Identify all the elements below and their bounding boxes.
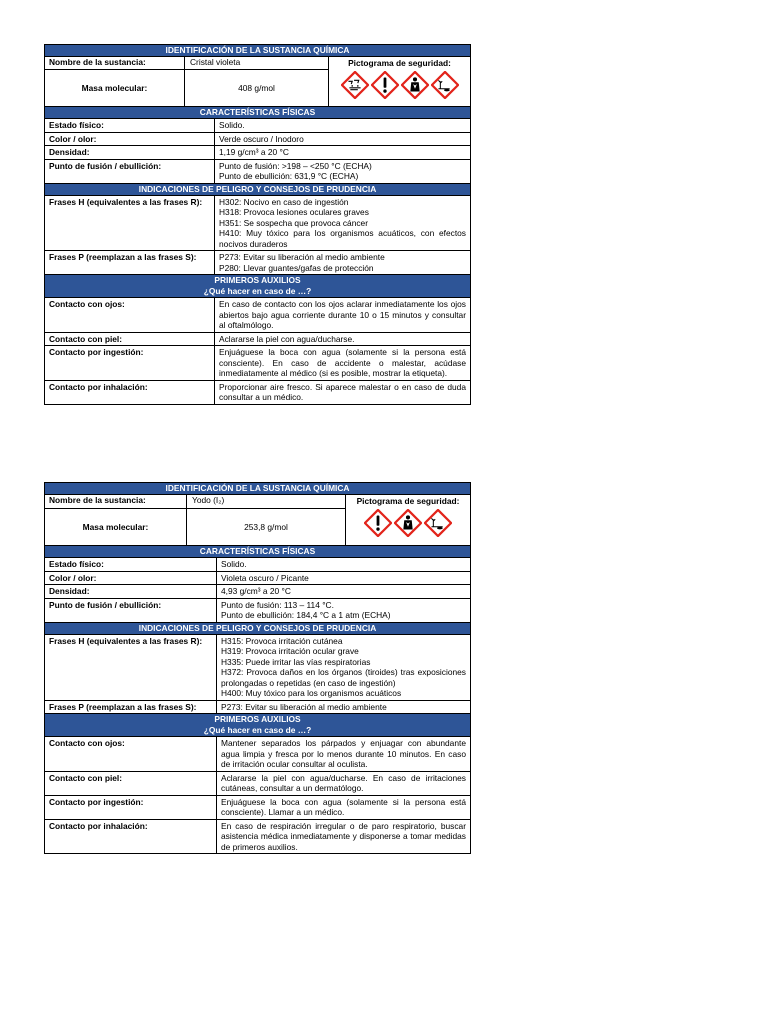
inhalation-row	[45, 820, 470, 854]
identification-fields	[45, 495, 346, 545]
color-row	[45, 133, 470, 147]
name-value: Cristal violeta	[190, 57, 241, 67]
hazard-header: INDICACIONES DE PELIGRO Y CONSEJOS DE PRUDENCIA	[45, 623, 470, 635]
skin-value: Aclararse la piel con agua/ducharse.	[219, 333, 355, 344]
melt-line: Punto de ebullición: 631,9 °C (ECHA)	[219, 171, 359, 181]
corrosion-icon	[341, 71, 369, 99]
h-phrase: H351: Se sospecha que provoca cáncer	[219, 217, 368, 228]
color-label: Color / olor:	[45, 133, 215, 146]
mass-row	[45, 509, 345, 545]
melt-line: Punto de ebullición: 184,4 °C a 1 atm (ECHA)	[221, 610, 391, 620]
first-aid-title: PRIMEROS AUXILIOS	[214, 714, 301, 724]
p-phrases-values	[215, 251, 470, 274]
color-label: Color / olor:	[45, 572, 217, 585]
ingestion-value: Enjuáguese la boca con agua (solamente si la persona está consciente). Llamar a un médico.	[221, 796, 466, 817]
melt-row	[45, 160, 470, 184]
identification-block	[45, 495, 470, 546]
exclamation-icon	[364, 509, 392, 537]
inhalation-label: Contacto por inhalación:	[45, 820, 217, 854]
h-phrase: H302: Nocivo en caso de ingestión	[219, 196, 349, 207]
state-label: Estado físico:	[45, 558, 217, 571]
p-phrases-label: Frases P (reemplazan a las frases S):	[45, 701, 217, 714]
ingestion-row	[45, 346, 470, 381]
mass-label: Masa molecular:	[45, 509, 187, 545]
safety-card-iodine	[44, 482, 471, 854]
p-phrases-row	[45, 701, 470, 715]
h-phrases-label: Frases H (equivalentes a las frases R):	[45, 196, 215, 251]
h-phrase: H335: Puede irritar las vías respiratorias	[221, 656, 371, 667]
physical-header: CARACTERÍSTICAS FÍSICAS	[45, 546, 470, 558]
h-phrase: H400: Muy tóxico para los organismos acuáticos	[221, 688, 402, 698]
inhalation-row	[45, 381, 470, 404]
eyes-value: En caso de contacto con los ojos aclarar inmediatamente los ojos abiertos bajo agua corriente durante 10 o 15 minutos y consultar al oftalmólogo.	[219, 299, 466, 330]
health-hazard-icon	[394, 509, 422, 537]
melt-row	[45, 599, 470, 623]
ingestion-label: Contacto por ingestión:	[45, 346, 215, 380]
h-phrases-values	[215, 196, 470, 251]
eyes-row	[45, 737, 470, 772]
identification-header: IDENTIFICACIÓN DE LA SUSTANCIA QUÍMICA	[45, 45, 470, 57]
color-value: Violeta oscuro / Picante	[221, 572, 309, 583]
mass-label: Masa molecular:	[45, 70, 185, 106]
melt-values	[217, 599, 470, 622]
name-label: Nombre de la sustancia:	[45, 57, 185, 69]
skin-label: Contacto con piel:	[45, 772, 217, 795]
first-aid-header	[45, 714, 470, 737]
melt-label: Punto de fusión / ebullición:	[45, 160, 215, 183]
color-value: Verde oscuro / Inodoro	[219, 133, 304, 144]
melt-values	[215, 160, 470, 183]
exclamation-icon	[371, 71, 399, 99]
inhalation-label: Contacto por inhalación:	[45, 381, 215, 404]
pictogram-label: Pictograma de seguridad:	[356, 496, 460, 506]
skin-value: Aclararse la piel con agua/ducharse. En caso de irritaciones cutáneas, consultar a un dermatólogo.	[221, 772, 466, 793]
state-row	[45, 558, 470, 572]
h-phrases-label: Frases H (equivalentes a las frases R):	[45, 635, 217, 700]
mass-value: 253,8 g/mol	[244, 522, 288, 532]
eyes-label: Contacto con ojos:	[45, 737, 217, 771]
p-phrase: P273: Evitar su liberación al medio ambiente	[219, 252, 385, 262]
first-aid-subtitle: ¿Qué hacer en caso de …?	[203, 286, 312, 296]
health-hazard-icon	[401, 71, 429, 99]
eyes-row	[45, 298, 470, 333]
skin-row	[45, 772, 470, 796]
inhalation-value: Proporcionar aire fresco. Si aparece malestar o en caso de duda consultar a un médico.	[219, 381, 466, 402]
first-aid-header	[45, 275, 470, 298]
h-phrases-values	[217, 635, 470, 700]
h-phrase: H319: Provoca irritación ocular grave	[221, 646, 359, 656]
name-row	[45, 57, 328, 70]
pictogram-list	[364, 509, 452, 537]
p-phrases-values	[217, 701, 470, 714]
melt-line: Punto de fusión: 113 – 114 °C.	[221, 599, 334, 610]
p-phrase: P280: Llevar guantes/gafas de protección	[219, 262, 374, 273]
first-aid-subtitle: ¿Qué hacer en caso de …?	[203, 725, 312, 735]
h-phrases-row	[45, 196, 470, 252]
environment-icon	[424, 509, 452, 537]
h-phrase: H318: Provoca lesiones oculares graves	[219, 207, 369, 217]
eyes-value: Mantener separados los párpados y enjuagar con abundante agua limpia y fresca por lo menos durante 10 minutos. En caso de irritación ocular consultar al oculista.	[221, 738, 466, 769]
name-value: Yodo (I₂)	[192, 495, 225, 505]
name-row	[45, 495, 345, 509]
p-phrases-row	[45, 251, 470, 275]
melt-label: Punto de fusión / ebullición:	[45, 599, 217, 622]
pictogram-area	[329, 57, 470, 106]
p-phrase: P273: Evitar su liberación al medio ambiente	[221, 701, 387, 712]
density-row	[45, 146, 470, 160]
ingestion-value: Enjuáguese la boca con agua (solamente si la persona está consciente). En caso de accidente o malestar, acúdase inmediatamente al médico (si es posible, mostrar la etiqueta).	[219, 347, 466, 378]
density-label: Densidad:	[45, 585, 217, 598]
safety-card-crystal-violet	[44, 44, 471, 405]
ingestion-label: Contacto por ingestión:	[45, 796, 217, 819]
physical-header: CARACTERÍSTICAS FÍSICAS	[45, 107, 470, 119]
hazard-header: INDICACIONES DE PELIGRO Y CONSEJOS DE PRUDENCIA	[45, 184, 470, 196]
density-value: 1,19 g/cm³ a 20 °C	[219, 147, 289, 157]
first-aid-title: PRIMEROS AUXILIOS	[214, 275, 301, 285]
density-value: 4,93 g/cm³ a 20 °C	[221, 586, 291, 596]
density-row	[45, 585, 470, 599]
skin-row	[45, 333, 470, 347]
eyes-label: Contacto con ojos:	[45, 298, 215, 332]
state-label: Estado físico:	[45, 119, 215, 132]
pictogram-area	[346, 495, 470, 545]
name-label: Nombre de la sustancia:	[45, 495, 187, 508]
melt-line: Punto de fusión: >198 – <250 °C (ECHA)	[219, 160, 372, 171]
mass-row	[45, 70, 328, 106]
density-label: Densidad:	[45, 146, 215, 159]
identification-header: IDENTIFICACIÓN DE LA SUSTANCIA QUÍMICA	[45, 483, 470, 495]
p-phrases-label: Frases P (reemplazan a las frases S):	[45, 251, 215, 274]
h-phrase: H315: Provoca irritación cutánea	[221, 635, 343, 646]
skin-label: Contacto con piel:	[45, 333, 215, 346]
mass-value: 408 g/mol	[238, 83, 275, 93]
identification-block	[45, 57, 470, 107]
state-value: Solido.	[221, 559, 247, 569]
state-row	[45, 119, 470, 133]
inhalation-value: En caso de respiración irregular o de paro respiratorio, buscar asistencia médica inmediatamente y disponerse a tomar medidas de primeros auxilios.	[221, 820, 466, 852]
color-row	[45, 572, 470, 586]
h-phrase: H410: Muy tóxico para los organismos acuáticos, con efectos nocivos duraderos	[219, 228, 466, 249]
pictogram-list	[341, 71, 459, 99]
environment-icon	[431, 71, 459, 99]
pictogram-label: Pictograma de seguridad:	[348, 58, 451, 68]
state-value: Solido.	[219, 120, 245, 130]
h-phrase: H372: Provoca daños en los órganos (tiroides) tras exposiciones prolongadas o repetidas (en caso de ingestión)	[221, 667, 466, 688]
h-phrases-row	[45, 635, 470, 701]
ingestion-row	[45, 796, 470, 820]
identification-fields	[45, 57, 329, 106]
